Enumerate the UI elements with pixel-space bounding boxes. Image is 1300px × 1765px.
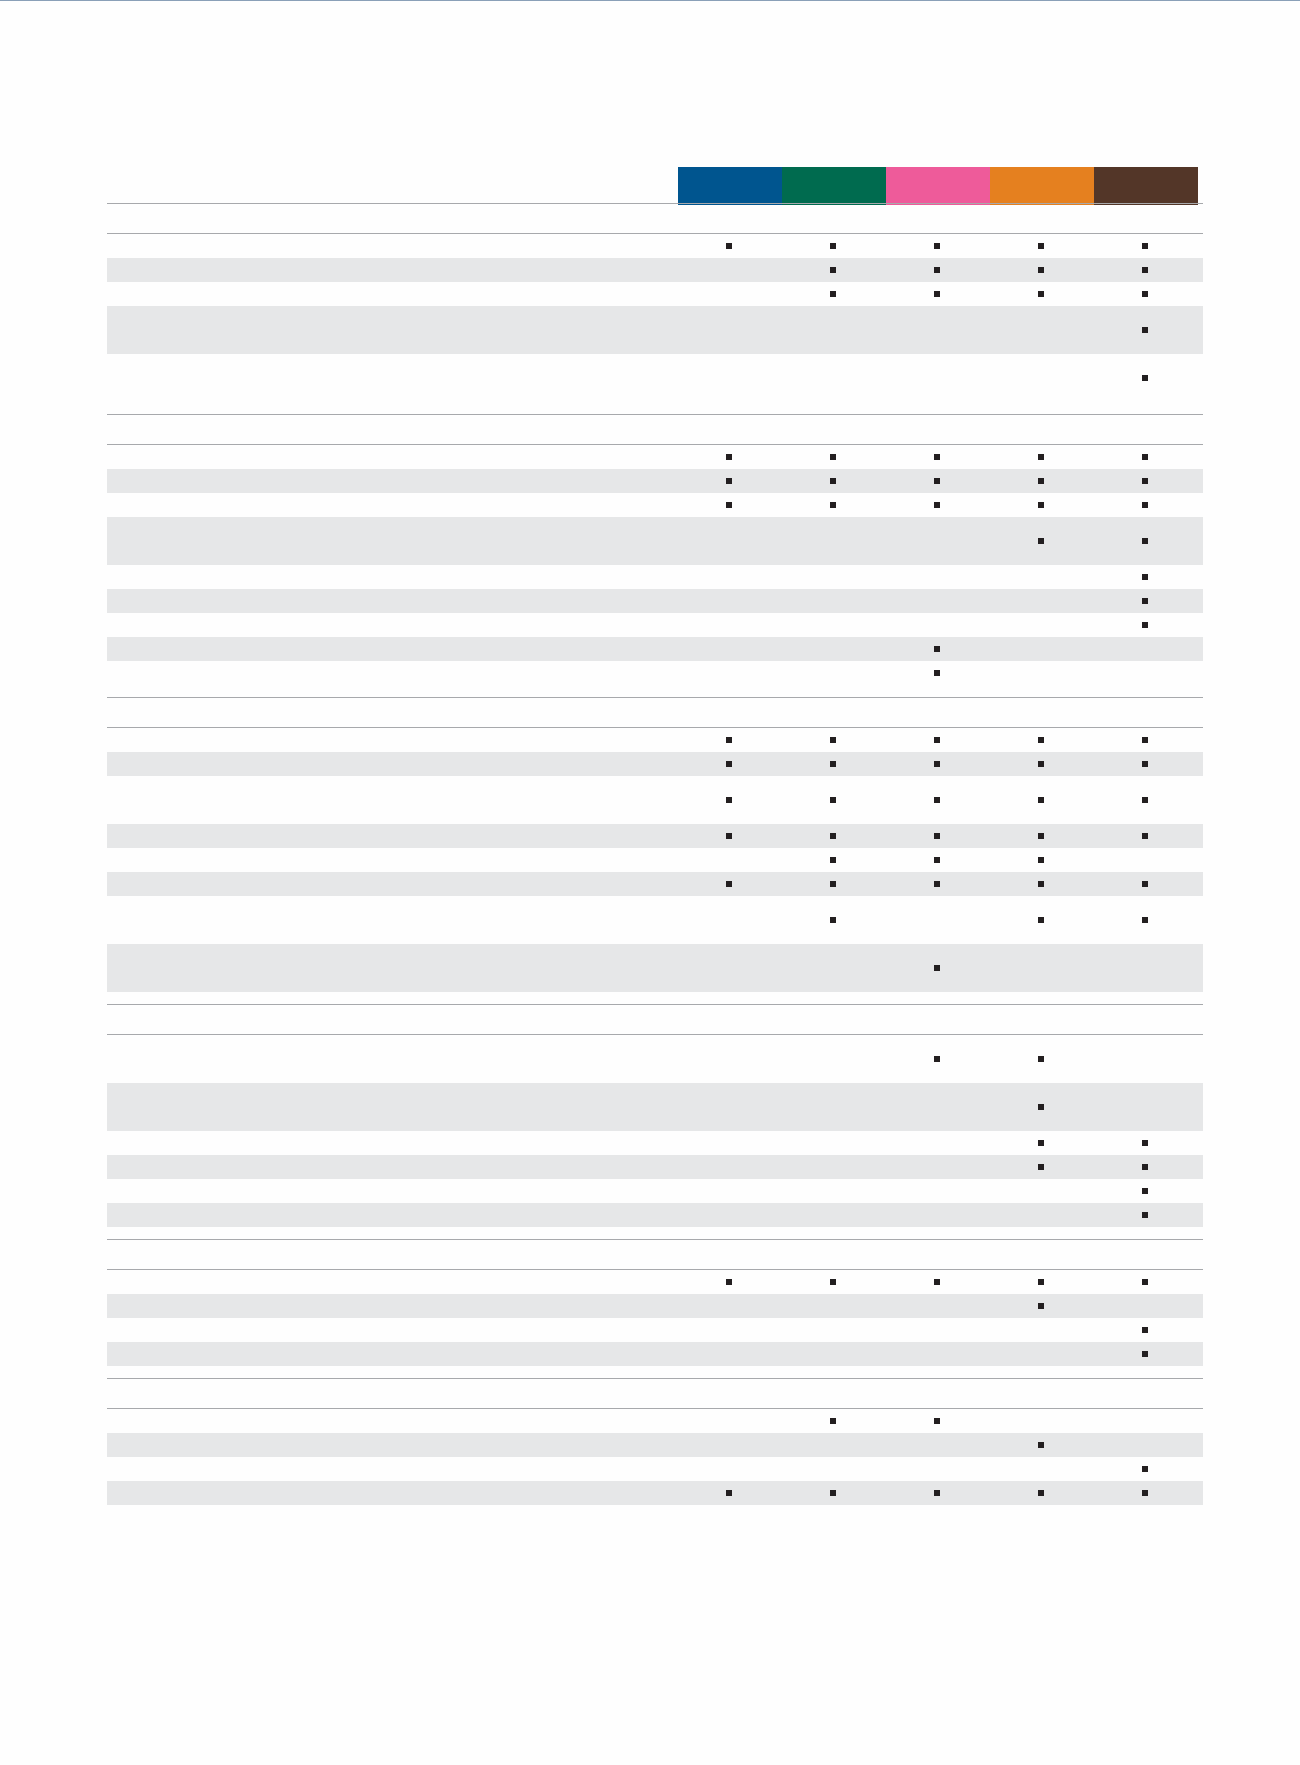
- check-mark-col-3: [934, 1279, 940, 1285]
- check-mark-col-5: [1142, 1466, 1148, 1472]
- column-header-3: [886, 167, 990, 205]
- check-mark-col-4: [1038, 243, 1044, 249]
- check-mark-col-4: [1038, 833, 1044, 839]
- check-mark-col-4: [1038, 881, 1044, 887]
- check-mark-col-3: [934, 1056, 940, 1062]
- check-mark-col-5: [1142, 538, 1148, 544]
- check-mark-col-4: [1038, 1279, 1044, 1285]
- table-row: [107, 1457, 1203, 1481]
- section-rule: [107, 1239, 1203, 1240]
- column-header-5: [1094, 167, 1198, 205]
- check-mark-col-4: [1038, 917, 1044, 923]
- check-mark-col-4: [1038, 1490, 1044, 1496]
- column-header-1: [678, 167, 782, 205]
- table-row: [107, 306, 1203, 354]
- check-mark-col-2: [830, 291, 836, 297]
- check-mark-col-4: [1038, 454, 1044, 460]
- check-mark-col-3: [934, 267, 940, 273]
- check-mark-col-4: [1038, 761, 1044, 767]
- check-mark-col-2: [830, 1418, 836, 1424]
- check-mark-col-5: [1142, 1351, 1148, 1357]
- table-row: [107, 944, 1203, 992]
- check-mark-col-4: [1038, 538, 1044, 544]
- check-mark-col-1: [726, 833, 732, 839]
- check-mark-col-5: [1142, 478, 1148, 484]
- check-mark-col-4: [1038, 1164, 1044, 1170]
- check-mark-col-5: [1142, 454, 1148, 460]
- check-mark-col-3: [934, 761, 940, 767]
- check-mark-col-3: [934, 502, 940, 508]
- check-mark-col-4: [1038, 291, 1044, 297]
- check-mark-col-3: [934, 881, 940, 887]
- check-mark-col-1: [726, 478, 732, 484]
- check-mark-col-2: [830, 857, 836, 863]
- table-row: [107, 1318, 1203, 1342]
- check-mark-col-2: [830, 267, 836, 273]
- check-mark-col-4: [1038, 1442, 1044, 1448]
- table-row: [107, 1179, 1203, 1203]
- check-mark-col-2: [830, 454, 836, 460]
- check-mark-col-4: [1038, 478, 1044, 484]
- check-mark-col-3: [934, 670, 940, 676]
- check-mark-col-5: [1142, 1188, 1148, 1194]
- check-mark-col-2: [830, 797, 836, 803]
- check-mark-col-5: [1142, 375, 1148, 381]
- check-mark-col-2: [830, 737, 836, 743]
- check-mark-col-5: [1142, 881, 1148, 887]
- table-row: [107, 1203, 1203, 1227]
- check-mark-col-1: [726, 881, 732, 887]
- table-row: [107, 1342, 1203, 1366]
- check-mark-col-5: [1142, 1327, 1148, 1333]
- check-mark-col-5: [1142, 833, 1148, 839]
- check-mark-col-5: [1142, 574, 1148, 580]
- check-mark-col-5: [1142, 1279, 1148, 1285]
- check-mark-col-2: [830, 881, 836, 887]
- check-mark-col-5: [1142, 1212, 1148, 1218]
- table-row: [107, 637, 1203, 661]
- check-mark-col-1: [726, 1279, 732, 1285]
- check-mark-col-5: [1142, 1490, 1148, 1496]
- table-row: [107, 1409, 1203, 1433]
- check-mark-col-3: [934, 646, 940, 652]
- section-rule: [107, 203, 1203, 204]
- check-mark-col-3: [934, 454, 940, 460]
- check-mark-col-3: [934, 291, 940, 297]
- section-rule: [107, 1378, 1203, 1379]
- check-mark-col-2: [830, 1490, 836, 1496]
- check-mark-col-5: [1142, 737, 1148, 743]
- check-mark-col-3: [934, 478, 940, 484]
- check-mark-col-5: [1142, 267, 1148, 273]
- check-mark-col-4: [1038, 1140, 1044, 1146]
- check-mark-col-4: [1038, 797, 1044, 803]
- check-mark-col-5: [1142, 761, 1148, 767]
- check-mark-col-2: [830, 917, 836, 923]
- table-row: [107, 661, 1203, 685]
- check-mark-col-2: [830, 761, 836, 767]
- column-header-2: [782, 167, 886, 205]
- check-mark-col-4: [1038, 1056, 1044, 1062]
- check-mark-col-5: [1142, 917, 1148, 923]
- check-mark-col-4: [1038, 1104, 1044, 1110]
- check-mark-col-1: [726, 761, 732, 767]
- check-mark-col-5: [1142, 502, 1148, 508]
- check-mark-col-5: [1142, 622, 1148, 628]
- check-mark-col-2: [830, 478, 836, 484]
- check-mark-col-2: [830, 1279, 836, 1285]
- check-mark-col-5: [1142, 1140, 1148, 1146]
- table-row: [107, 589, 1203, 613]
- check-mark-col-1: [726, 454, 732, 460]
- check-mark-col-1: [726, 797, 732, 803]
- check-mark-col-3: [934, 1490, 940, 1496]
- check-mark-col-4: [1038, 857, 1044, 863]
- table-row: [107, 565, 1203, 589]
- check-mark-col-3: [934, 857, 940, 863]
- check-mark-col-1: [726, 1490, 732, 1496]
- check-mark-col-5: [1142, 598, 1148, 604]
- check-mark-col-5: [1142, 1164, 1148, 1170]
- check-mark-col-2: [830, 243, 836, 249]
- check-mark-col-1: [726, 737, 732, 743]
- check-mark-col-4: [1038, 1303, 1044, 1309]
- check-mark-col-3: [934, 833, 940, 839]
- table-row: [107, 613, 1203, 637]
- check-mark-col-4: [1038, 502, 1044, 508]
- check-mark-col-3: [934, 965, 940, 971]
- check-mark-col-4: [1038, 737, 1044, 743]
- check-mark-col-5: [1142, 797, 1148, 803]
- check-mark-col-2: [830, 833, 836, 839]
- check-mark-col-3: [934, 737, 940, 743]
- section-rule: [107, 1004, 1203, 1005]
- section-rule: [107, 414, 1203, 415]
- check-mark-col-3: [934, 797, 940, 803]
- check-mark-col-3: [934, 1418, 940, 1424]
- check-mark-col-5: [1142, 327, 1148, 333]
- check-mark-col-1: [726, 243, 732, 249]
- section-rule: [107, 697, 1203, 698]
- check-mark-col-1: [726, 502, 732, 508]
- check-mark-col-3: [934, 243, 940, 249]
- check-mark-col-2: [830, 502, 836, 508]
- table-row: [107, 354, 1203, 402]
- column-header-4: [990, 167, 1094, 205]
- check-mark-col-4: [1038, 267, 1044, 273]
- check-mark-col-5: [1142, 243, 1148, 249]
- check-mark-col-5: [1142, 291, 1148, 297]
